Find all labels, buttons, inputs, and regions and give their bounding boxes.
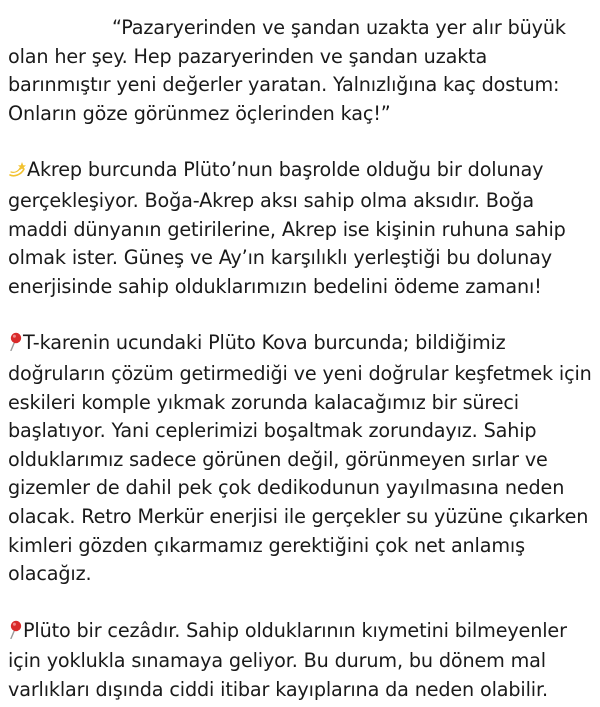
quote-paragraph (8, 14, 592, 128)
dolunay-text: Akrep burcunda Plüto’nun başrolde olduğu bir dolunay gerçekleşiyor. Boğa-Akrep aksı sahip olma aksıdır. Boğa maddi dünyanın getirilerine, Akrep ise kişinin ruhuna sahip olmak ister. Güneş ve Ay’ın karşılıklı yerleştiği bu dolunay enerjisinde sahip olduklarımızın bedelini ödeme zamanı! (8, 158, 572, 298)
dizzy-star-icon (8, 158, 26, 187)
red-pushpin-icon (8, 619, 22, 648)
t-kare-text: T-karenin ucundaki Plüto Kova burcunda; bildiğimiz doğruların çözüm getirmediği ve yeni doğrular keşfetmek için eskileri komple yıkmak zorunda kalacağımız bir süreci başlatıyor. Yani ceplerimizi boşaltmak zorundayız. Sahip olduklarımız sadece görünen değil, görünmeyen sırlar ve gizemler de dahil pek çok dedikodunun yayılmasına neden olacak. Retro Merkür enerjisi ile gerçekler su yüzüne çıkarken kimleri gözden çıkarmamız gerektiğini çok net anlamış olacağız. (8, 331, 598, 586)
quote-text: “Pazaryerinden ve şandan uzakta yer alır büyük olan her şey. Hep pazaryerinden ve şandan uzakta barınmıştır yeni değerler yaratan. Yalnızlığına kaç dostum: Onların göze görünmez öçlerinden kaç!” (8, 16, 572, 125)
paragraph-spacer (8, 128, 592, 156)
paragraph-spacer (8, 589, 592, 617)
t-kare-paragraph (8, 329, 598, 588)
pluto-paragraph (8, 617, 592, 705)
pluto-text: Plüto bir cezâdır. Sahip olduklarının kıymetini bilmeyenler için yoklukla sınamaya geliyor. Bu durum, bu dönem mal varlıkları dışında ciddi itibar kayıplarına da neden olabilir. (8, 618, 573, 701)
red-pushpin-icon (8, 331, 22, 360)
paragraph-spacer (8, 301, 592, 329)
dolunay-paragraph (8, 156, 592, 301)
